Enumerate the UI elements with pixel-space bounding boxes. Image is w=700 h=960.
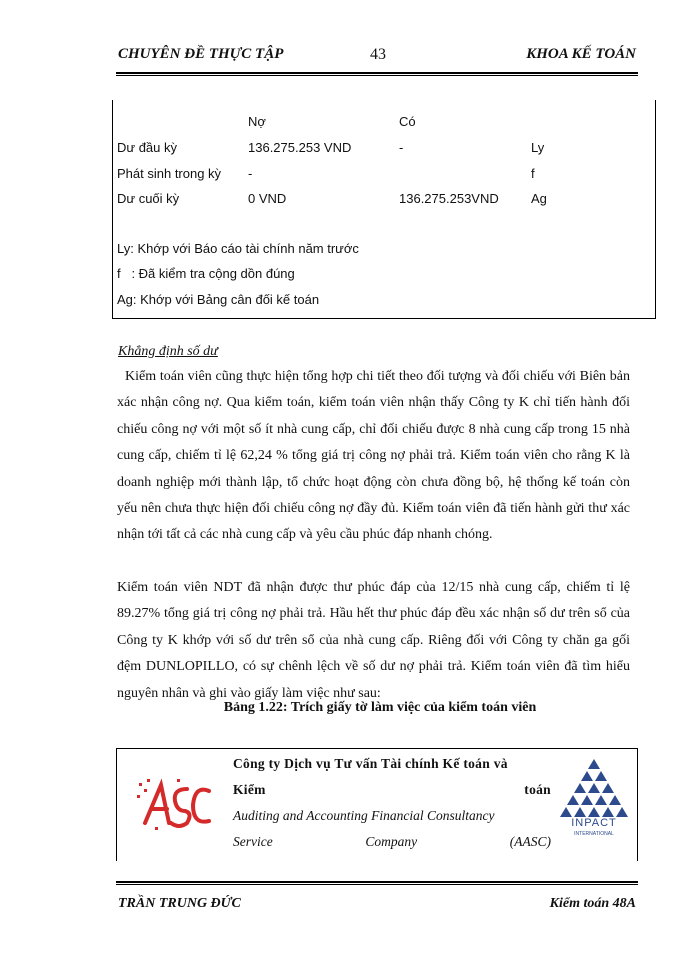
row-debit: 136.275.253 VND xyxy=(248,140,352,155)
company-en-service: Service xyxy=(233,834,273,849)
company-en-line2 xyxy=(233,829,551,855)
row-debit: 0 VND xyxy=(248,191,287,206)
row-label: Dư đầu kỳ xyxy=(117,140,178,155)
row-label: Dư cuối kỳ xyxy=(117,191,180,206)
company-en-line1: Auditing and Accounting Financial Consultancy xyxy=(233,808,495,823)
company-name-line1: Công ty Dịch vụ Tư vấn Tài chính Kế toán và xyxy=(233,756,508,771)
footer-author: TRẦN TRUNG ĐỨC xyxy=(118,896,241,911)
paragraph: Kiểm toán viên cũng thực hiện tổng hợp chi tiết theo đối tượng và đối chiếu với Biên bản xác nhận công nợ. Qua kiểm toán, kiểm toán viên nhận thấy Công ty K chỉ tiến hành đối chiếu công nợ với một số ít nhà cung cấp, chỉ đối chiếu được 8 nhà cung cấp trong 15 nhà cung cấp, chiếm tỉ lệ 62,24 % tổng giá trị công nợ phải trả. Kiểm toán viên cho rằng K là doanh nghiệp mới thành lập, tổ chức hoạt động còn chưa đồng bộ, hệ thống kế toán còn yếu nên chưa thực hiện đối chiếu công nợ đầy đủ. Kiểm toán viên đã tiến hành gửi thư xác nhận tới tất cả các nhà cung cấp và yêu cầu phúc đáp nhanh chóng. xyxy=(117,369,630,543)
balance-summary-box xyxy=(112,100,656,319)
header-right: KHOA KẾ TOÁN xyxy=(526,46,636,62)
footer-class: Kiểm toán 48A xyxy=(549,896,636,911)
col-header-credit: Có xyxy=(399,114,416,129)
paragraph: Kiểm toán viên NDT đã nhận được thư phúc đáp của 12/15 nhà cung cấp, chiếm tỉ lệ 89.27% tổng giá trị công nợ phải trả. Hầu hết thư phúc đáp đều xác nhận số dư trên sổ của Công ty K khớp với số dư trên sổ của nhà cung cấp. Riêng đối với Công ty chăn ga gối đệm DUNLOPILLO, có sự chênh lệch về số dư nợ phải trả. Kiểm toán viên đã tìm hiểu nguyên nhân và ghi vào giấy làm việc như sau: xyxy=(117,580,630,701)
company-text xyxy=(233,751,551,855)
row-debit: - xyxy=(248,166,253,181)
header-left: CHUYÊN ĐỀ THỰC TẬP xyxy=(118,46,284,62)
note-ag: Ag: Khớp với Bảng cân đối kế toán xyxy=(117,292,320,307)
row-mark: Ly xyxy=(531,140,545,155)
company-name-kiem: Kiểm xyxy=(233,782,266,797)
footer-rule-thick xyxy=(116,881,638,883)
page-header xyxy=(118,46,636,68)
company-en-aasc: (AASC) xyxy=(509,834,551,849)
row-mark: f xyxy=(531,166,535,181)
footer-rule-thin xyxy=(116,884,638,885)
note-ly: Ly: Khớp với Báo cáo tài chính năm trước xyxy=(117,241,359,256)
row-label: Phát sinh trong kỳ xyxy=(117,166,222,181)
row-credit: - xyxy=(399,140,404,155)
company-box xyxy=(116,748,638,861)
company-name-toan: toán xyxy=(524,782,551,797)
header-rule-thick xyxy=(116,72,638,74)
note-f: f : Đã kiểm tra cộng dồn đúng xyxy=(117,266,295,281)
aasc-logo-icon xyxy=(117,749,222,861)
row-credit: 136.275.253VND xyxy=(399,191,499,206)
inpact-logo xyxy=(559,757,629,853)
header-rule-thin xyxy=(116,75,638,76)
col-header-debit: Nợ xyxy=(248,114,266,129)
aasc-logo xyxy=(117,749,222,861)
page-number: 43 xyxy=(370,46,386,63)
inpact-logo-sub: INTERNATIONAL xyxy=(574,831,614,837)
company-en-company: Company xyxy=(365,834,418,849)
inpact-logo-text: INPACT xyxy=(571,817,617,829)
row-mark: Ag xyxy=(531,191,547,206)
section-title: Khẳng định số dư xyxy=(118,344,218,359)
table-title: Bảng 1.22: Trích giấy tờ làm việc của kiểm toán viên xyxy=(223,700,537,715)
inpact-triangle-icon xyxy=(559,757,629,853)
company-name-line2 xyxy=(233,777,551,803)
